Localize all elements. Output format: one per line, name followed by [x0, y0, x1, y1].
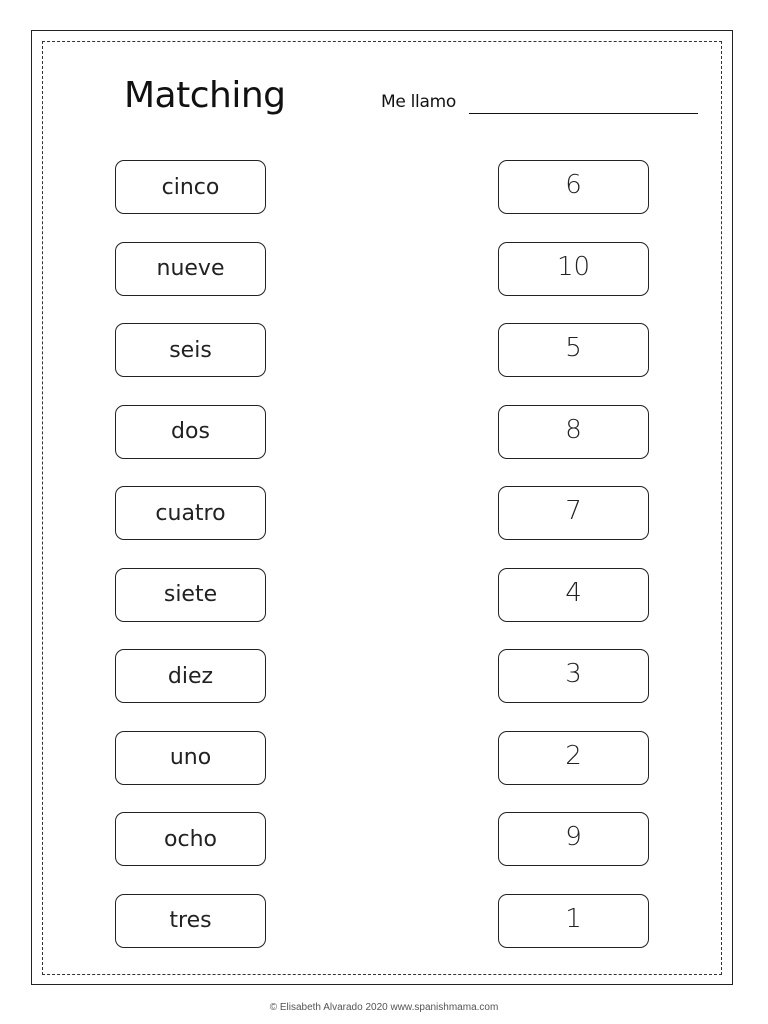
- spanish-word-column: [115, 160, 266, 975]
- number-column: [498, 160, 649, 975]
- word-card[interactable]: ocho: [115, 812, 266, 866]
- number-card[interactable]: 5: [498, 323, 649, 377]
- number-card[interactable]: 3: [498, 649, 649, 703]
- word-card[interactable]: uno: [115, 731, 266, 785]
- number-card[interactable]: 7: [498, 486, 649, 540]
- number-card[interactable]: 2: [498, 731, 649, 785]
- word-card[interactable]: cuatro: [115, 486, 266, 540]
- copyright-footer: © Elisabeth Alvarado 2020 www.spanishmama.com: [269, 1002, 499, 1013]
- number-card[interactable]: 9: [498, 812, 649, 866]
- word-card[interactable]: siete: [115, 568, 266, 622]
- number-card[interactable]: 8: [498, 405, 649, 459]
- word-card[interactable]: tres: [115, 894, 266, 948]
- word-card[interactable]: seis: [115, 323, 266, 377]
- name-blank-line[interactable]: [469, 113, 698, 114]
- name-label: Me llamo: [381, 92, 456, 112]
- number-card[interactable]: 10: [498, 242, 649, 296]
- word-card[interactable]: cinco: [115, 160, 266, 214]
- number-card[interactable]: 4: [498, 568, 649, 622]
- number-card[interactable]: 6: [498, 160, 649, 214]
- word-card[interactable]: dos: [115, 405, 266, 459]
- worksheet-title: Matching: [124, 75, 286, 116]
- word-card[interactable]: diez: [115, 649, 266, 703]
- word-card[interactable]: nueve: [115, 242, 266, 296]
- number-card[interactable]: 1: [498, 894, 649, 948]
